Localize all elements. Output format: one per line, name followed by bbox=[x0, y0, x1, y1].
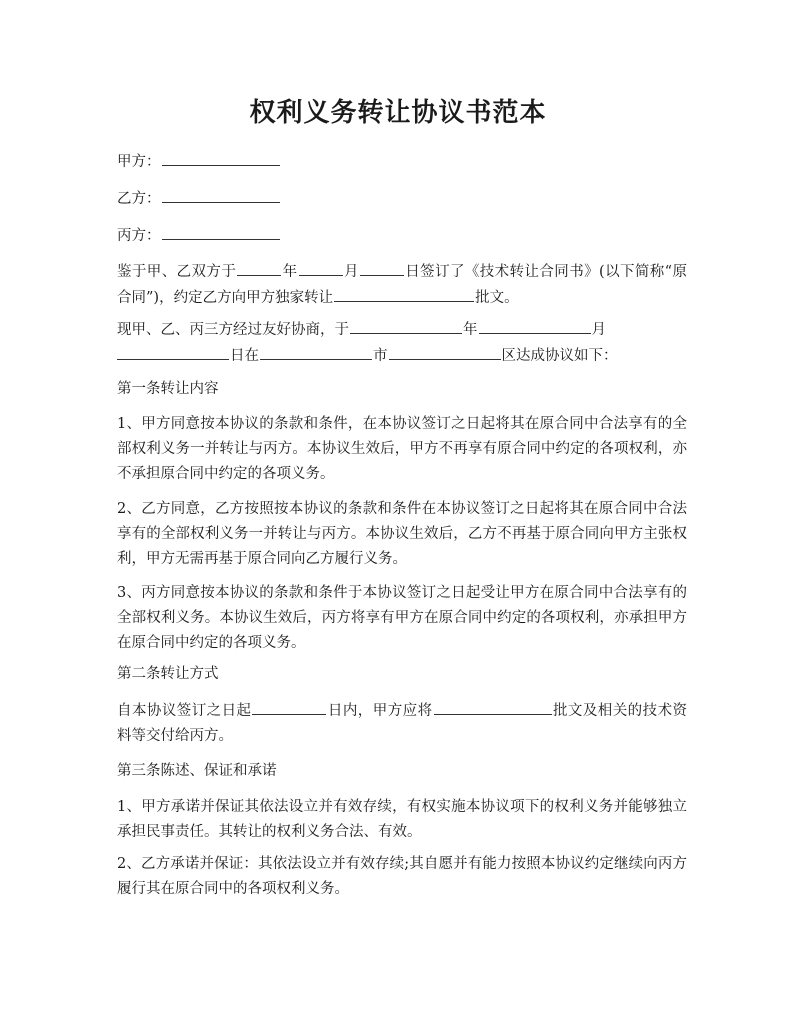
article3-item-1: 1、甲方承诺并保证其依法设立并有效存续，有权实施本协议项下的权利义务并能够独立承担民事责任。其转让的权利义务合法、有效。 bbox=[117, 799, 687, 840]
consult-text-f: 区达成协议如下： bbox=[501, 348, 618, 364]
intro-approval-blank bbox=[334, 285, 474, 302]
article3-item-2: 2、乙方承诺并保证：其依法设立并有效存续;其自愿并有能力按照本协议约定继续向丙方履行其在原合同中的各项权利义务。 bbox=[117, 856, 687, 897]
consult-text-c: 月 bbox=[591, 322, 606, 338]
intro-year-blank bbox=[237, 259, 281, 276]
article1-item-2: 2、乙方同意，乙方按照按本协议的条款和条件在本协议签订之日起将其在原合同中合法享有的全部权利义务一并转让与丙方。本协议生效后，乙方不再基于原合同向甲方主张权利，甲方无需再基于原合同向乙方履行义务。 bbox=[117, 501, 687, 567]
intro-text-b: 年 bbox=[282, 264, 298, 280]
consult-text-a: 现甲、乙、丙三方经过友好协商，于 bbox=[117, 322, 349, 338]
party-c-line bbox=[117, 223, 687, 249]
consult-day-blank bbox=[117, 343, 229, 360]
article2-text-a: 自本协议签订之日起 bbox=[117, 703, 252, 719]
party-a-line bbox=[117, 149, 687, 175]
article1-heading: 第一条转让内容 bbox=[117, 381, 219, 397]
party-a-label: 甲方： bbox=[117, 154, 161, 170]
consult-year-blank bbox=[350, 317, 462, 334]
consult-text-e: 市 bbox=[373, 348, 388, 364]
article1-item-3: 3、丙方同意按本协议的条款和条件于本协议签订之日起受让甲方在原合同中合法享有的全部权利义务。本协议生效后，丙方将享有甲方在原合同中约定的各项权利，亦承担甲方在原合同中约定的各项义务。 bbox=[117, 585, 687, 651]
consult-paragraph bbox=[117, 317, 687, 369]
article2-days-blank bbox=[252, 698, 326, 715]
party-b-line bbox=[117, 186, 687, 212]
consult-district-blank bbox=[389, 343, 501, 360]
intro-text-d: 日签订了《技术转让合同书》(以下简称“原合同”)，约定乙方向甲方独家转让 bbox=[117, 264, 688, 306]
intro-day-blank bbox=[360, 259, 404, 276]
intro-text-a: 鉴于甲、乙双方于 bbox=[117, 264, 237, 280]
article2-text-c: 批文及相关的技术资料等交付给丙方。 bbox=[117, 703, 688, 744]
party-a-blank bbox=[162, 149, 280, 166]
article1-item-1: 1、甲方同意按本协议的条款和条件，在本协议签订之日起将其在原合同中合法享有的全部权利义务一并转让与丙方。本协议生效后，甲方不再享有原合同中约定的各项权利，亦不承担原合同中约定的各项义务。 bbox=[117, 416, 687, 482]
consult-month-blank bbox=[479, 317, 591, 334]
party-c-label: 丙方： bbox=[117, 228, 161, 244]
article3-heading: 第三条陈述、保证和承诺 bbox=[117, 763, 277, 779]
consult-text-b: 年 bbox=[463, 322, 478, 338]
document-title: 权利义务转让协议书范本 bbox=[249, 98, 547, 128]
intro-text-c: 月 bbox=[343, 264, 359, 280]
intro-paragraph bbox=[117, 259, 687, 311]
party-c-blank bbox=[162, 223, 280, 240]
consult-city-blank bbox=[260, 343, 372, 360]
intro-month-blank bbox=[299, 259, 343, 276]
article2-approval-blank bbox=[434, 698, 552, 715]
article2-text-b: 日内，甲方应将 bbox=[327, 703, 433, 719]
intro-text-e: 批文。 bbox=[475, 290, 519, 306]
article2-heading: 第二条转让方式 bbox=[117, 666, 219, 682]
article2-paragraph bbox=[117, 698, 687, 749]
consult-text-d: 日在 bbox=[230, 348, 259, 364]
party-b-blank bbox=[162, 186, 280, 203]
party-b-label: 乙方： bbox=[117, 191, 161, 207]
